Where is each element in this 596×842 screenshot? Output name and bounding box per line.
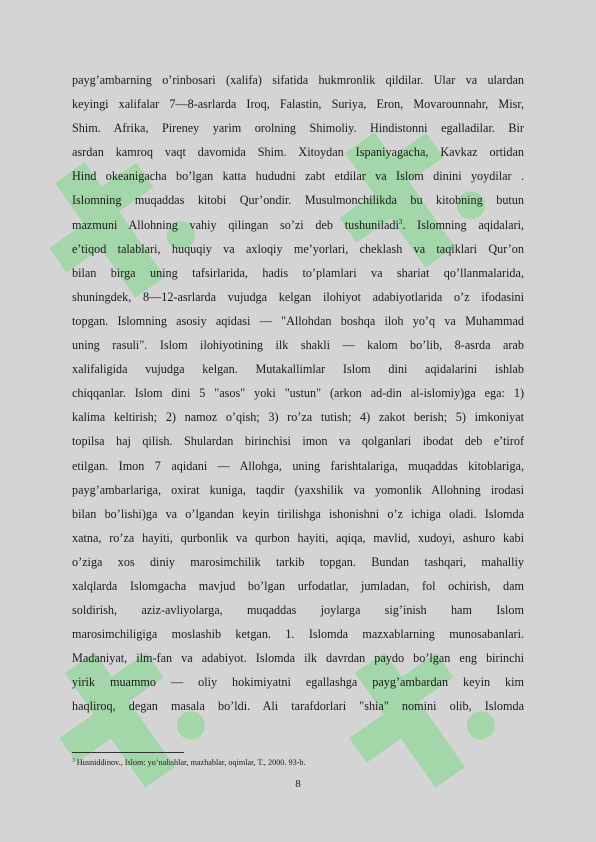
text-line: kalima keltirish; 2) namoz o’qish; 3) ro’za tutish; 4) zakot berish; 5) imkoniyat (72, 410, 524, 425)
text-fragment: mazmuni Allohning vahiy qilingan so’zi deb tushuniladi (72, 217, 399, 232)
footnote-text: Husniddinov., Islom: yo’nalishlar, mazhablar, oqimlar, T., 2000. 93-b. (74, 758, 306, 767)
text-line: payg’ambarning o’rinbosari (xalifa) sifatida hukmronlik qildilar. Ular va ulardan (72, 73, 524, 87)
text-line (72, 213, 524, 237)
text-line: shuningdek, 8—12-asrlarda vujudga kelgan ilohiyot adabiyotlarida o’z ifodasini (72, 289, 524, 304)
text-line: uning rasuli". Islom ilohiyotining ilk shakli — kalom bo’lib, 8-asrda arab (72, 338, 524, 353)
text-line: keyingi xalifalar 7—8-asrlarda Iroq, Falastin, Suriya, Eron, Movarounnahr, Misr, (72, 97, 524, 112)
text-line: etilgan. Imon 7 aqidani — Allohga, uning farishtalariga, muqaddas kitoblariga, (72, 458, 524, 473)
text-line: topilsa haj qilish. Shulardan birinchisi imon va qolganlari ibodat deb e’tirof (72, 434, 524, 449)
text-line: Madaniyat, ilm-fan va adabiyot. Islomda ilk davrdan paydo bo’lgan eng birinchi (72, 651, 524, 666)
text-line: payg’ambarlariga, oxirat kuniga, taqdir (yaxshilik va yomonlik Allohning irodasi (72, 482, 524, 497)
footnote-marker: 3 (72, 757, 75, 764)
text-line: xatna, ro’za hayiti, qurbonlik va qurbon hayiti, aqiqa, mavlid, xudoyi, ashuro kabi (72, 530, 524, 545)
text-line: asrdan kamroq vaqt davomida Shim. Xitoydan Ispaniyagacha, Kavkaz ortidan (72, 145, 524, 160)
text-line: bilan birga uning tafsirlarida, hadis to’plamlari va shariat qo’llanmalarida, (72, 265, 524, 280)
text-line: haqliroq, degan masala bo’ldi. Ali tarafdorlari "shia" nomini olib, Islomda (72, 699, 524, 714)
text-line: e’tiqod talablari, huquqiy va axloqiy me’yorlari, cheklash va taqiklari Qur’on (72, 241, 524, 256)
footnote (72, 757, 524, 768)
text-line: o’ziga xos diniy marosimchilik tarkib topgan. Bundan tashqari, mahalliy (72, 554, 524, 569)
text-line: soldirish, aziz-avliyolarga, muqaddas joylarga sig’inish ham Islom (72, 603, 524, 618)
footnote-reference[interactable]: 3 (398, 217, 403, 226)
text-line: topgan. Islomning asosiy aqidasi — "Allohdan boshqa iloh yo’q va Muhammad (72, 313, 524, 328)
text-line: marosimchiligiga moslashib ketgan. 1. Islomda mazxablarning munosabanlari. (72, 627, 524, 642)
text-line: bilan bo’lishi)ga va o’lgandan keyin tirilishga ishonishni o’z ichiga oladi. Islomda (72, 506, 524, 521)
text-line: chiqqanlar. Islom dini 5 "asos" yoki "ustun" (arkon ad-din al-islomiy)ga ega: 1) (72, 386, 524, 401)
footnote-divider (72, 752, 184, 753)
text-line: xalqlarda Islomgacha mavjud bo’lgan urfodatlar, jumladan, fol ochirish, dam (72, 578, 524, 593)
text-line: Shim. Afrika, Pireney yarim orolning Shimoliy. Hindistonni egalladilar. Bir (72, 121, 524, 136)
body-text (72, 68, 524, 719)
text-line: Islomning muqaddas kitobi Qur’ondir. Musulmonchilikda bu kitobning butun (72, 193, 524, 208)
text-line: Hind okeanigacha bo’lgan katta hududni zabt etdilar va Islom dinini yoydilar . (72, 169, 524, 184)
text-line: xalifaligida vujudga kelgan. Mutakallimlar Islom dini aqidalarini ishlab (72, 362, 524, 377)
text-line: yirik muammo — oliy hokimiyatni egallashga payg’ambardan keyin kim (72, 675, 524, 690)
page-number: 8 (295, 778, 301, 790)
text-fragment: . Islomning aqidalari, (402, 217, 524, 232)
